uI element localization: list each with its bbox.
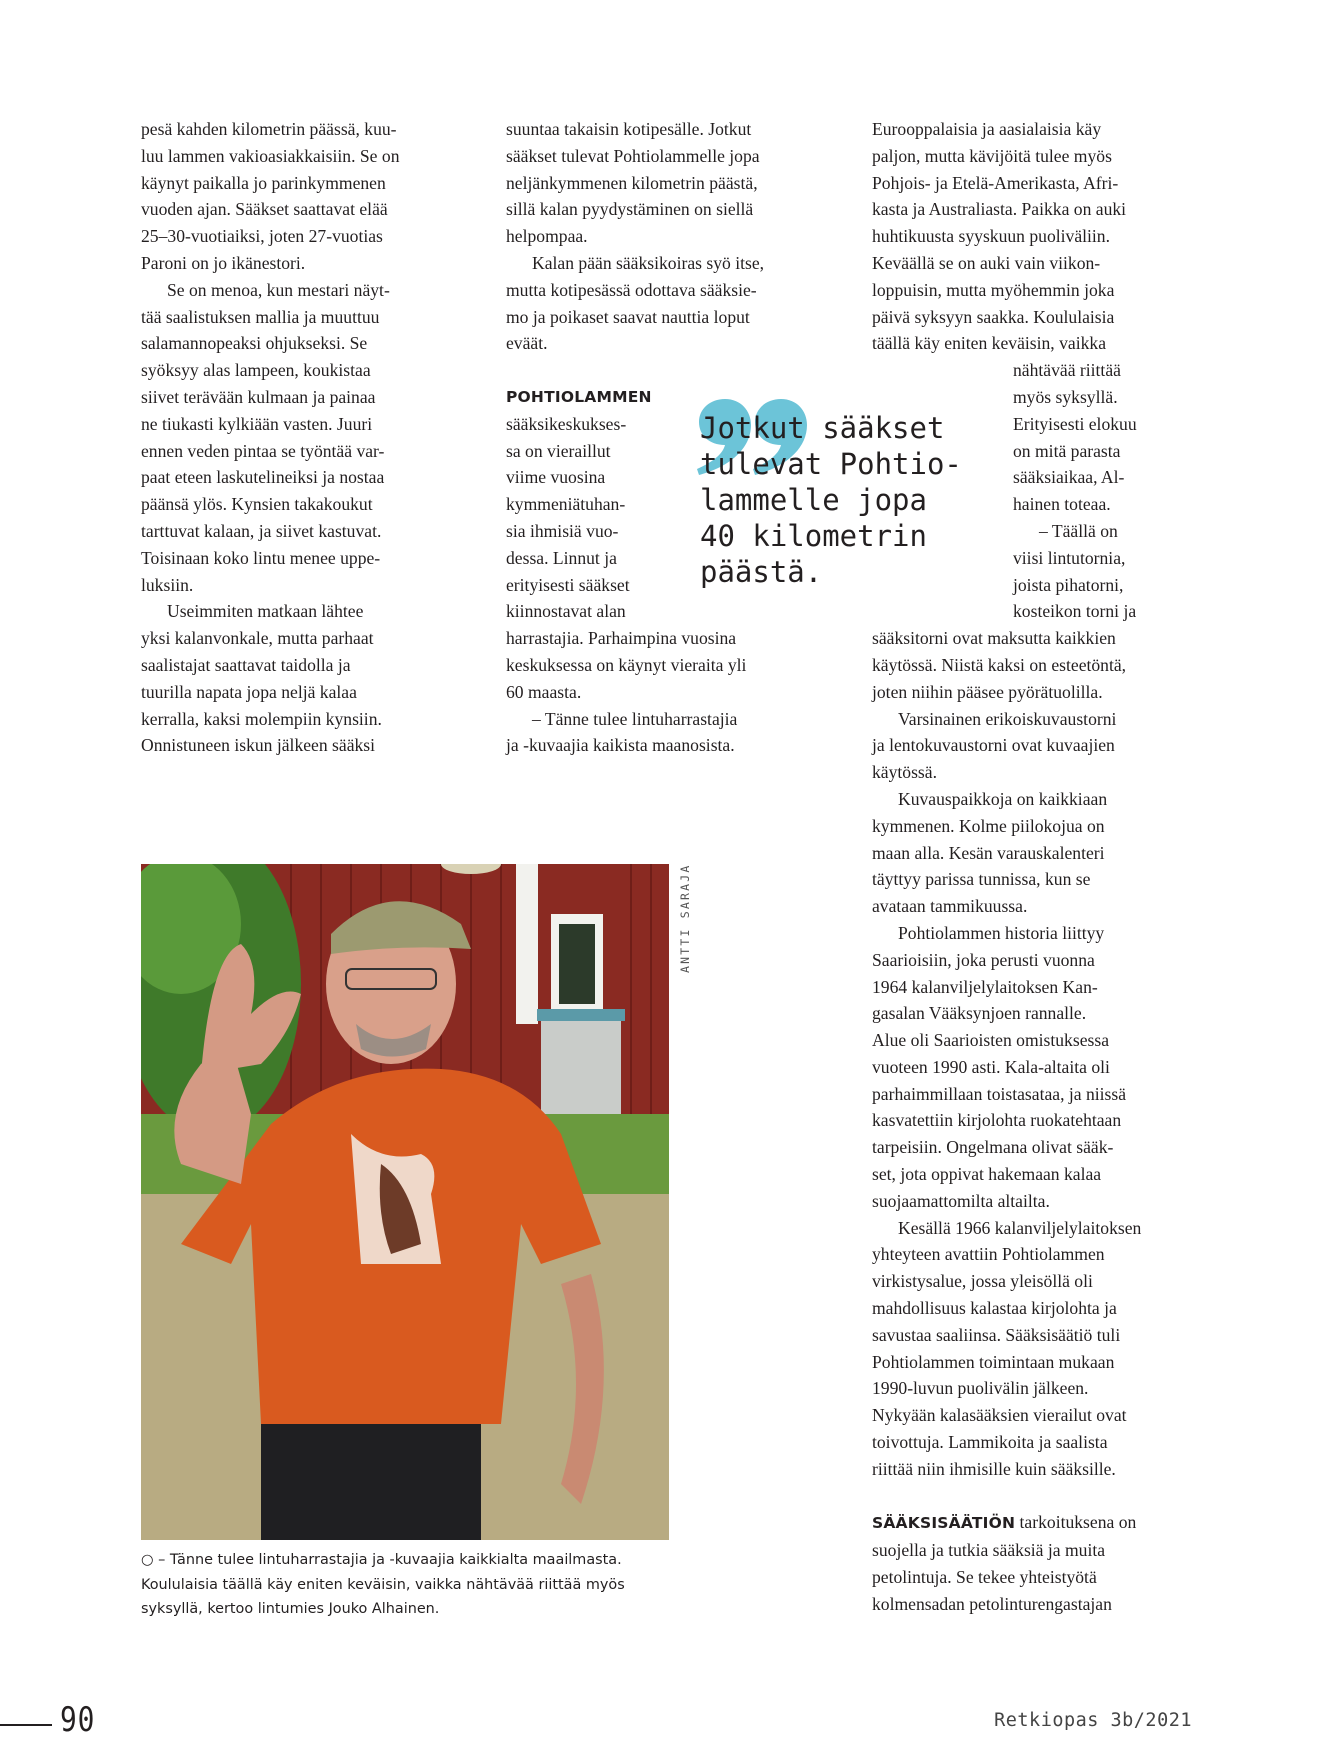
pull-quote-line: Jotkut sääkset [700, 411, 945, 445]
text-line: eväät. [506, 333, 548, 354]
column-3-top-text [872, 116, 1202, 357]
text-line: vuoden ajan. Sääkset saattavat elää [141, 199, 388, 220]
text-line: sääksikeskukses- [506, 413, 627, 434]
text-line: paljon, mutta kävijöitä tulee myös [872, 145, 1112, 166]
text-line: kasta ja Australiasta. Paikka on auki [872, 199, 1127, 220]
text-line: huhtikuusta syyskuun puoliväliin. [872, 226, 1111, 247]
text-line: pesä kahden kilometrin päässä, kuu- [141, 119, 397, 139]
text-line: Paroni on jo ikänestori. [141, 252, 306, 273]
text-line: dessa. Linnut ja [506, 547, 617, 568]
text-line: yhteyteen avattiin Pohtiolammen [872, 1244, 1105, 1265]
text-line: nähtävää riittää [1013, 360, 1121, 381]
photo-caption [141, 1548, 661, 1622]
text-line: täällä käy eniten keväisin, vaikka [872, 333, 1107, 354]
text-line: gasalan Vääksynjoen rannalle. [872, 1003, 1087, 1024]
text-line: loppuisin, mutta myöhemmin joka [872, 279, 1115, 300]
text-line: käytössä. [872, 762, 937, 783]
text-line: neljänkymmenen kilometrin päästä, [506, 172, 758, 193]
text-line: sääksiaikaa, Al- [1013, 467, 1125, 488]
text-line: keskuksessa on käynyt vieraita yli [506, 654, 747, 675]
text-line: päivä syksyyn saakka. Koululaisia [872, 306, 1115, 327]
text-line: kolmensadan petolinturengastajan [872, 1593, 1112, 1614]
text-line: kiinnostavat alan [506, 601, 626, 622]
text-line: siivet terävään kulmaan ja painaa [141, 386, 376, 407]
text-line: kymmenen. Kolme piilokojua on [872, 815, 1105, 836]
pull-quote-line: lammelle jopa [700, 483, 927, 517]
text-line: Eurooppalaisia ja aasialaisia käy [872, 119, 1102, 139]
text-line: 1990-luvun puolivälin jälkeen. [872, 1378, 1089, 1399]
pull-quote [700, 410, 1030, 590]
article-photo [141, 864, 669, 1540]
text-line: maan alla. Kesän varauskalenteri [872, 842, 1105, 863]
text-line: ennen veden pintaa se työntää var- [141, 440, 385, 461]
text-line: sääksitorni ovat maksutta kaikkien [872, 628, 1116, 649]
text-line: joista pihatorni, [1013, 574, 1124, 595]
caption-line: syksyllä, kertoo lintumies Jouko Alhainen. [141, 1601, 440, 1617]
text-line: syöksyy alas lampeen, koukistaa [141, 360, 371, 381]
text-line: ne tiukasti kylkiään vasten. Juuri [141, 413, 373, 434]
column-2-top-text [506, 116, 836, 357]
text-line: Kalan pään sääksikoiras syö itse, [532, 252, 765, 273]
text-line: mutta kotipesässä odottava sääksie- [506, 279, 757, 300]
text-line: Keväällä se on auki vain viikon- [872, 252, 1101, 273]
text-line: on mitä parasta [1013, 440, 1121, 461]
caption-line: ○ – Tänne tulee lintuharrastajia ja -kuvaajia kaikkialta maailmasta. [141, 1552, 622, 1568]
photo-credit-text: ANTTI SARAJA [678, 863, 692, 973]
text-line: Onnistuneen iskun jälkeen sääksi [141, 735, 376, 756]
text-line: avataan tammikuussa. [872, 896, 1028, 917]
magazine-issue: Retkiopas 3b/2021 [994, 1710, 1192, 1731]
text-line: 25–30-vuotiaiksi, joten 27-vuotias [141, 226, 383, 247]
text-line: Useimmiten matkaan lähtee [167, 601, 364, 622]
text-line: mahdollisuus kalastaa kirjolohta ja [872, 1298, 1117, 1319]
text-line: hainen toteaa. [1013, 494, 1111, 515]
pull-quote-line: päästä. [700, 555, 823, 589]
text-line: luu lammen vakioasiakkaisiin. Se on [141, 145, 400, 166]
text-line: joten niihin pääsee pyörätuolilla. [872, 681, 1103, 702]
article-column-3 [872, 116, 1202, 1618]
text-line: savustaa saaliinsa. Sääksisäätiö tuli [872, 1324, 1121, 1345]
text-line: vuoteen 1990 asti. Kala-altaita oli [872, 1056, 1110, 1077]
text-line: erityisesti sääkset [506, 574, 630, 595]
text-line: käytössä. Niistä kaksi on esteetöntä, [872, 654, 1127, 675]
article-column-1 [141, 116, 471, 759]
text-line: helpompaa. [506, 226, 588, 247]
text-line: petolintuja. Se tekee yhteistyötä [872, 1567, 1097, 1588]
text-line: parhaimmillaan toistasataa, ja niissä [872, 1083, 1127, 1104]
text-line: sillä kalan pyydystäminen on siellä [506, 199, 754, 220]
text-line: tää saalistuksen mallia ja muuttuu [141, 306, 380, 327]
section-lead-saaksisaation: SÄÄKSISÄÄTIÖN [872, 1514, 1016, 1533]
text-line: suuntaa takaisin kotipesälle. Jotkut [506, 119, 752, 139]
text-line: viisi lintutornia, [1013, 547, 1126, 568]
column-3-bottom-text [872, 625, 1202, 1483]
page-number: 90 [60, 1700, 96, 1740]
text-line: paat eteen laskutelineiksi ja nostaa [141, 467, 385, 488]
text-line: kosteikon torni ja [1013, 601, 1137, 622]
text-line: Erityisesti elokuu [1013, 413, 1137, 434]
section-lead-rest: tarkoituksena on [1015, 1512, 1137, 1533]
footer-rule [0, 1724, 52, 1726]
text-line: Se on menoa, kun mestari näyt- [167, 279, 390, 300]
text-line: – Tänne tulee lintuharrastajia [532, 708, 738, 729]
text-line: tuurilla napata jopa neljä kalaa [141, 681, 357, 702]
text-line: viime vuosina [506, 467, 606, 488]
text-line: Varsinainen erikoiskuvaustorni [898, 708, 1117, 729]
text-line: kerralla, kaksi molempiin kynsiin. [141, 708, 382, 729]
text-line: 60 maasta. [506, 681, 582, 702]
text-line: 1964 kalanviljelylaitoksen Kan- [872, 976, 1098, 997]
column-3-end-text [872, 1537, 1202, 1617]
caption-line: Koululaisia täällä käy eniten keväisin, vaikka nähtävää riittää myös [141, 1576, 625, 1593]
text-line: Pohtiolammen toimintaan mukaan [872, 1351, 1115, 1372]
text-line: päänsä ylös. Kynsien takakoukut [141, 494, 373, 515]
text-line: sia ihmisiä vuo- [506, 520, 619, 541]
text-line: – Täällä on [1039, 520, 1118, 541]
text-line: toivottuja. Lammikoita ja saalista [872, 1432, 1108, 1453]
text-line: Kuvauspaikkoja on kaikkiaan [898, 788, 1108, 809]
text-line: täyttyy parissa tunnissa, kun se [872, 869, 1091, 890]
text-line: tarttuvat kalaan, ja siivet kastuvat. [141, 520, 382, 541]
section-lead-pohtiolammen: POHTIOLAMMEN [506, 387, 652, 406]
pull-quote-line: 40 kilometrin [700, 519, 927, 553]
text-line: suojaamattomilta altailta. [872, 1190, 1050, 1211]
text-line: virkistysalue, jossa yleisöllä oli [872, 1271, 1093, 1292]
text-line: Pohtiolammen historia liittyy [898, 922, 1105, 943]
text-line: ja -kuvaajia kaikista maanosista. [506, 735, 735, 756]
text-line: Alue oli Saarioisten omistuksessa [872, 1030, 1110, 1051]
text-line: salamannopeaksi ohjukseksi. Se [141, 333, 368, 354]
photo-illustration [141, 864, 669, 1540]
text-line: Kesällä 1966 kalanviljelylaitoksen [898, 1217, 1142, 1238]
text-line: myös syksyllä. [1013, 386, 1118, 407]
text-line: suojella ja tutkia sääksiä ja muita [872, 1540, 1106, 1561]
pull-quote-line: tulevat Pohtio- [700, 447, 962, 481]
text-line: kymmeniätuhan- [506, 494, 626, 515]
text-line: harrastajia. Parhaimpina vuosina [506, 628, 737, 649]
text-line: kasvatettiin kirjolohta ruokatehtaan [872, 1110, 1122, 1131]
text-line: luksiin. [141, 574, 194, 595]
text-line: käynyt paikalla jo parinkymmenen [141, 172, 386, 193]
text-line: Pohjois- ja Etelä-Amerikasta, Afri- [872, 172, 1119, 193]
text-line: tarpeisiin. Ongelmana olivat sääk- [872, 1137, 1114, 1158]
text-line: ja lentokuvaustorni ovat kuvaajien [872, 735, 1115, 756]
text-line: sääkset tulevat Pohtiolammelle jopa [506, 145, 760, 166]
text-line: saalistajat saattavat taidolla ja [141, 654, 351, 675]
section-lead-line [872, 1509, 1202, 1537]
text-line: mo ja poikaset saavat nauttia loput [506, 306, 750, 327]
text-line: Toisinaan koko lintu menee uppe- [141, 547, 381, 568]
photo-credit [676, 865, 696, 975]
text-line: riittää niin ihmisille kuin sääksille. [872, 1458, 1116, 1479]
text-line: yksi kalanvonkale, mutta parhaat [141, 628, 374, 649]
text-line: Nykyään kalasääksien vierailut ovat [872, 1405, 1127, 1426]
column-2-bottom-text [506, 625, 836, 759]
text-line: Saarioisiin, joka perusti vuonna [872, 949, 1095, 970]
text-line: sa on vieraillut [506, 440, 611, 461]
text-line: set, jota oppivat hakemaan kalaa [872, 1164, 1102, 1185]
